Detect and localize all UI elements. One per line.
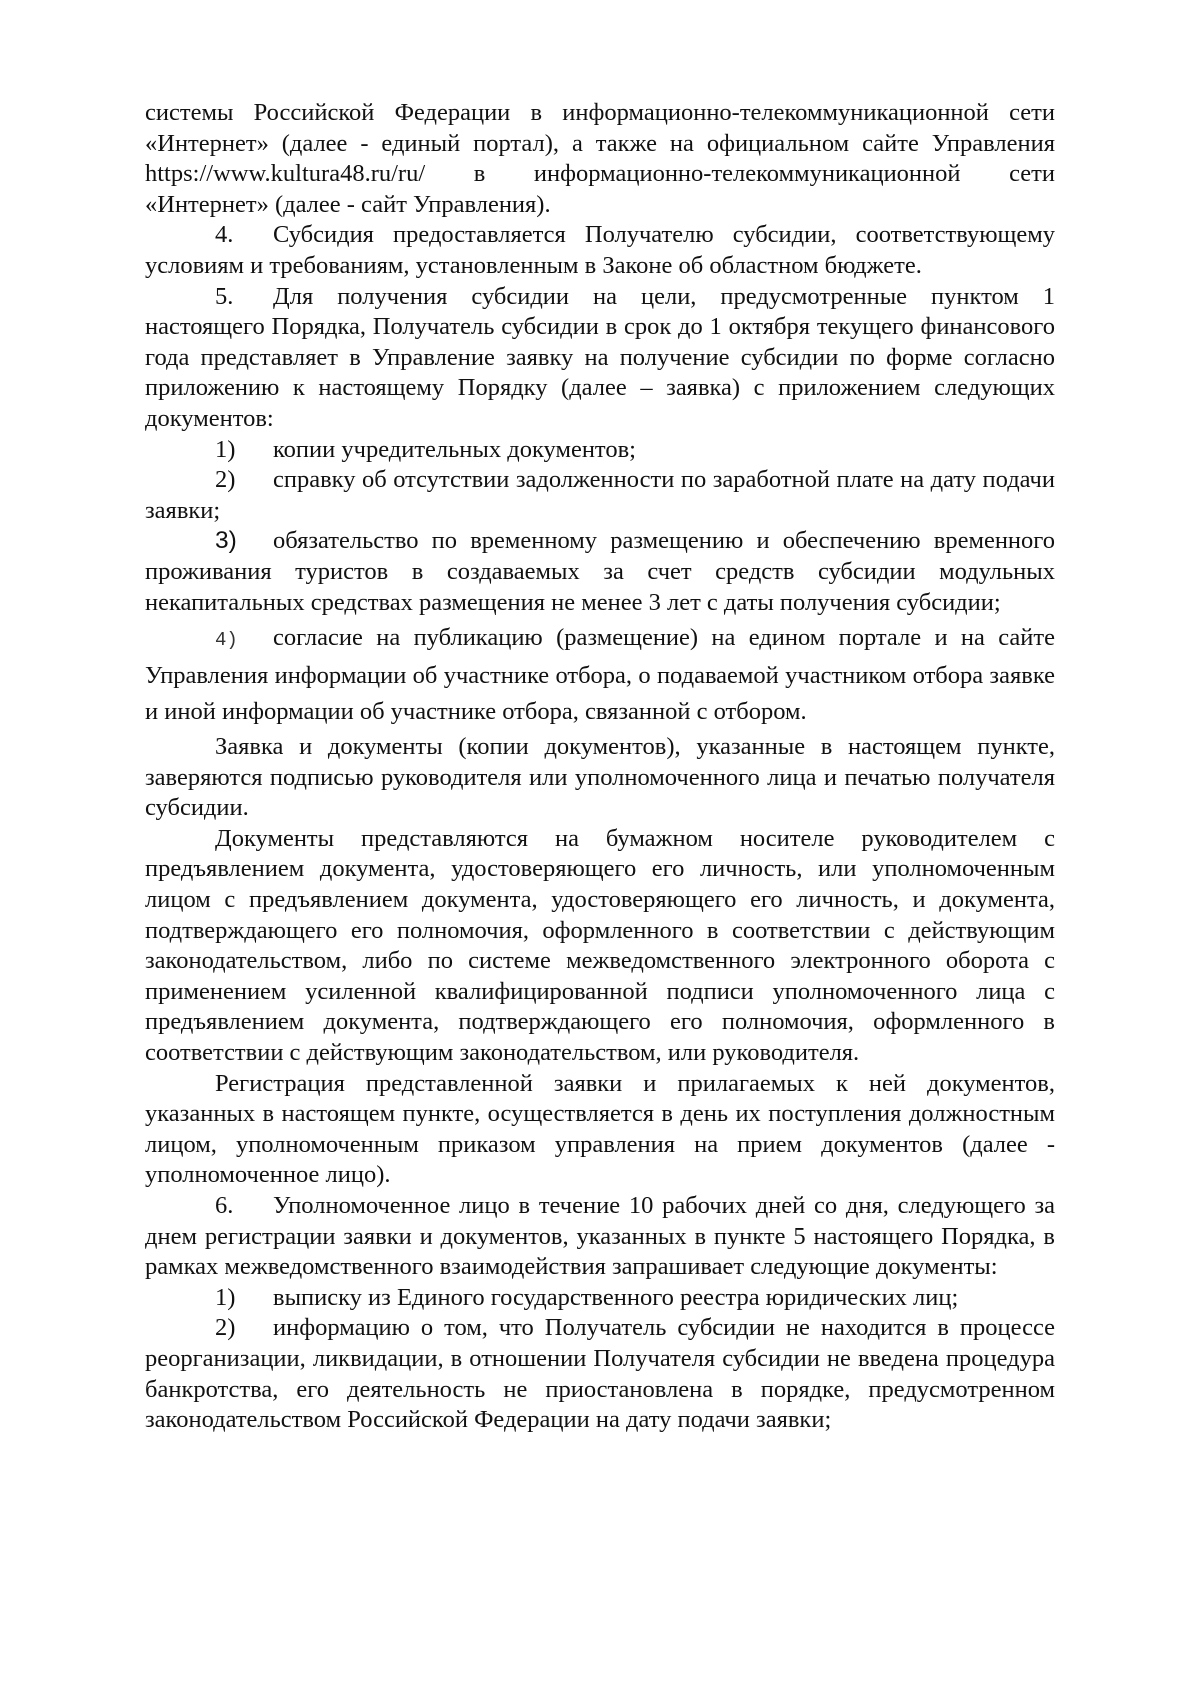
paragraph-number: 6. xyxy=(215,1192,234,1219)
paragraph-number: 4. xyxy=(215,221,234,249)
paragraph-6 xyxy=(145,1191,1055,1283)
paragraph-text: Регистрация представленной заявки и прилагаемых к ней документов, указанных в настоящем пункте, осуществляется в день их поступления должностным лицом, уполномоченным приказом управления на прием документов (далее - уполномоченное лицо). xyxy=(145,1069,1055,1189)
paragraph-text: Для получения субсидии на цели, предусмотренные пунктом 1 настоящего Порядка, Получатель субсидии в срок до 1 октября текущего финансового года представляет в Управление заявку на получение субсидии по форме согласно приложению к настоящему Порядку (далее – заявка) с приложением следующих документов: xyxy=(145,282,1055,432)
paragraph-intro xyxy=(145,98,1055,220)
paragraph-text: системы Российской Федерации в информационно-телекоммуникационной сети «Интернет» (далее - единый портал), а также на официальном сайте Управления https://www.kultura48.ru/ru/ в информационно-телекоммуникационной сети «Интернет» (далее - сайт Управления). xyxy=(145,99,1055,218)
list-item-text: информацию о том, что Получатель субсидии не находится в процессе реорганизации, ликвидации, в отношении Получателя субсидии не введена процедура банкротства, его деятельность не приостановлена в порядке, предусмотренном законодательством Российской Федерации на дату подачи заявки; xyxy=(145,1314,1055,1434)
paragraph-text: Уполномоченное лицо в течение 10 рабочих дней со дня, следующего за днем регистрации заявки и документов, указанных в пункте 5 настоящего Порядка, в рамках межведомственного взаимодействия запрашивает следующие документы: xyxy=(145,1192,1055,1281)
list-item-number: 2) xyxy=(215,1314,236,1342)
list-item-number: 4) xyxy=(215,629,238,652)
paragraph-text: Заявка и документы (копии документов), указанные в настоящем пункте, заверяются подписью руководителя или уполномоченного лица и печатью получателя субсидии. xyxy=(145,733,1055,822)
paragraph-5-a xyxy=(145,732,1055,824)
list-item-5-3 xyxy=(145,526,1055,618)
paragraph-5-c xyxy=(145,1069,1055,1191)
paragraph-number: 5. xyxy=(215,282,234,310)
list-item-5-2 xyxy=(145,465,1055,526)
list-item-text: выписку из Единого государственного реестра юридических лиц; xyxy=(273,1283,959,1311)
list-item-5-4 xyxy=(145,620,1055,730)
list-item-text: согласие на публикацию (размещение) на едином портале и на сайте Управления информации об участнике отбора, о подаваемой участником отбора заявке и иной информации об участнике отбора, связанной с отбором. xyxy=(145,624,1055,726)
paragraph-text: Документы представляются на бумажном носителе руководителем с предъявлением документа, удостоверяющего его личность, или уполномоченным лицом с предъявлением документа, удостоверяющего его личность, и документа, подтверждающего его полномочия, оформленного в соответствии с действующим законодательством, либо по системе межведомственного электронного оборота с применением усиленной квалифицированной подписи уполномоченного лица с предъявлением документа, подтверждающего его полномочия, оформленного в соответствии с действующим законодательством, или руководителя. xyxy=(145,824,1055,1067)
list-item-text: справку об отсутствии задолженности по заработной плате на дату подачи заявки; xyxy=(145,466,1055,524)
list-item-6-1 xyxy=(145,1283,1055,1314)
paragraph-5-b xyxy=(145,824,1055,1069)
document-page xyxy=(145,98,1055,1436)
list-item-number: 1) xyxy=(215,1283,236,1311)
list-item-number: 3) xyxy=(215,527,237,555)
list-item-number: 2) xyxy=(215,466,236,494)
list-item-6-2 xyxy=(145,1313,1055,1435)
list-item-5-1 xyxy=(145,435,1055,466)
list-item-text: копии учредительных документов; xyxy=(273,435,636,463)
paragraph-4 xyxy=(145,220,1055,281)
paragraph-text: Субсидия предоставляется Получателю субсидии, соответствующему условиям и требованиям, установленным в Законе об областном бюджете. xyxy=(145,221,1055,279)
list-item-text: обязательство по временному размещению и обеспечению временного проживания туристов в создаваемых за счет средств субсидии модульных некапитальных средствах размещения не менее 3 лет с даты получения субсидии; xyxy=(145,527,1055,616)
paragraph-5 xyxy=(145,282,1055,435)
list-item-number: 1) xyxy=(215,435,236,463)
